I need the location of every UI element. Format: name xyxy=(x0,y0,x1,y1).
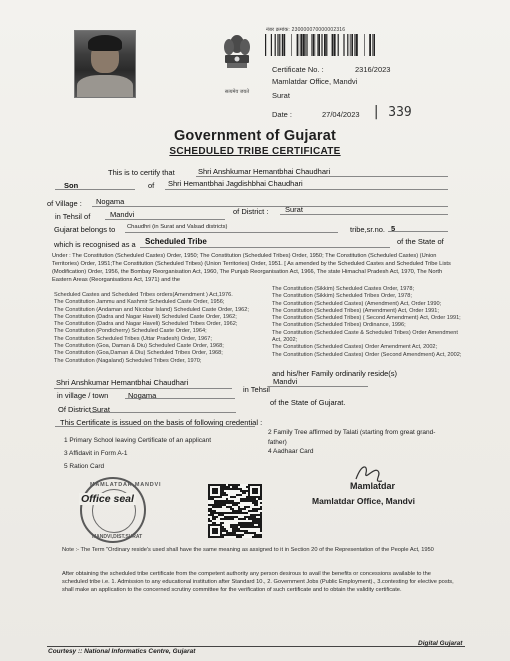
handwritten-number: | 339 xyxy=(372,104,412,120)
of-label: of xyxy=(148,181,155,190)
certify-prefix: This is to certify that xyxy=(108,168,175,177)
list-item: The Constitution (Sikkim) Scheduled Tribes Order, 1978; xyxy=(272,293,412,300)
certificate-no: 2316/2023 xyxy=(355,65,391,74)
issuing-district: Surat xyxy=(272,91,290,100)
certificate-no-label: Certificate No. : xyxy=(272,65,324,74)
list-item: The Constitution (Dadra and Nagar Haveli) Scheduled Tribes Order, 1962; xyxy=(54,321,238,328)
list-item: The Constitution (Scheduled Caste & Scheduled Tribes) Order Amendment Act, 2002; xyxy=(272,329,458,344)
tehsil-value: Mandvi xyxy=(110,210,135,219)
tribe-sr-label: tribe,sr.no. xyxy=(350,225,386,234)
footer-divider xyxy=(47,646,465,647)
village-label: of Village : xyxy=(47,199,82,208)
list-item: The Constitution (Andaman and Nicobar Island) Scheduled Caste Order, 1962; xyxy=(54,306,249,313)
barcode xyxy=(265,34,375,56)
signatory-designation: Mamlatdar xyxy=(350,481,396,491)
office-seal-label: Office seal xyxy=(81,493,134,505)
list-item: The Constitution Jammu and Kashmir Scheduled Caste Order, 1956; xyxy=(54,299,225,306)
list-item: father) xyxy=(268,438,287,446)
note-text: Note :- The Term "Ordinary reside's used shall have the same meaning as assigned to it in Section 20 of the Representation of the People Act, 1950 xyxy=(62,547,434,553)
list-item: The Constitution (Scheduled Tribes) (Amendment) Act, Order 1991; xyxy=(272,307,439,314)
list-item: 4 Aadhaar Card xyxy=(268,448,314,455)
recognised-value: Scheduled Tribe xyxy=(145,237,207,246)
list-item: The Constitution (Scheduled Castes) (Amendment) Act, Order 1990; xyxy=(272,300,442,307)
list-item: The Constitution (Scheduled Castes) Order Amendment Act, 2002; xyxy=(272,344,438,351)
list-item: 1 Primary School leaving Certificate of an applicant xyxy=(64,437,212,444)
district-label: of District : xyxy=(233,207,269,216)
list-item: The Constitution Scheduled Tribes (Uttar Pradesh) Order, 1967; xyxy=(54,335,212,342)
issued-basis-text: This Certificate is issued on the basis of following credential : xyxy=(60,418,263,427)
after-obtaining-text: After obtaining the scheduled tribe certificate from the competent authority any person desirous to avail the benefits or concessions available to the scheduled tribe i.e. 1. Admission to any educational institution after Standard 10., 2. Government Jobs (Public Employment)., 3.contesting for elective posts, shall make an application to the concerned scrutiny committee for the verification of such certificate and to obtain the validity certificate. xyxy=(62,571,454,593)
state-of-label: of the State of xyxy=(397,237,444,246)
reside-name: Shri Anshkumar Hemantbhai Chaudhari xyxy=(56,378,189,387)
tribe-value: Chaudhri (in Surat and Valsad districts) xyxy=(127,224,228,230)
credentials-right-list xyxy=(268,428,458,457)
seal-bottom-text: MANDVI,DIST.SURAT xyxy=(92,534,143,540)
recognised-label: which is recognised as a xyxy=(54,240,136,249)
list-item: Scheduled Castes and Scheduled Tribes orders(Amendment ) Act,1976. xyxy=(54,292,233,298)
relation: Son xyxy=(64,181,79,190)
in-tehsil-value: Mandvi xyxy=(273,377,298,386)
credentials-left-list xyxy=(64,434,254,473)
holder-name: Shri Anshkumar Hemantbhai Chaudhari xyxy=(198,167,331,176)
list-item: 3 Affidavit in Form A-1 xyxy=(64,450,128,457)
footer-courtesy: Courtesy :: National Informatics Centre, Gujarat xyxy=(48,648,196,655)
list-item: The Constitution (Dadra and Nagar Haveli) Scheduled Caste Order, 1962; xyxy=(54,313,237,320)
right-orders-list xyxy=(272,286,462,359)
issuing-office: Mamlatdar Office, Mandvi xyxy=(272,77,358,86)
under-orders-paragraph: Under : The Constitution (Scheduled Castes) Order, 1950; The Constitution (Scheduled Tribes) Order, 1950; The Constitution (Scheduled Castes) (Union Territories) Order, 1951;The Constitution (Scheduled Tribes) (Union Territories) Order, 1951. [ As amended by the Scheduled Castes and Scheduled Tribe Lists (Modification) Order, 1956, the Bombay Reorganisation Act, 1960, The Punjab Reorganisation Act, 1966, The state Himachal Pradesh Act, 1970, The North Eastern Areas (Reorganisations Act, 1971) and the xyxy=(52,253,451,283)
district-value: Surat xyxy=(285,205,303,214)
certificate-title: SCHEDULED TRIBE CERTIFICATE xyxy=(169,146,341,157)
list-item: The Constitution (Sikkim) Scheduled Castes Order, 1978; xyxy=(272,286,415,292)
office-seal-stamp xyxy=(80,477,162,543)
of-district-label: Of District xyxy=(58,405,91,414)
family-reside-text: and his/her Family ordinarily reside(s) xyxy=(272,369,398,378)
footer-digital-gujarat: Digital Gujarat xyxy=(418,640,463,647)
list-item: The Constitution (Scheduled Tribes) ( Second Amendment) Act, Order 1991; xyxy=(272,315,461,322)
state-emblem-icon xyxy=(219,32,255,88)
signatory-office: Mamlatdar Office, Mandvi xyxy=(312,496,415,506)
left-orders-list xyxy=(54,292,269,365)
village-value: Nogama xyxy=(96,197,125,206)
list-item: The Constitution (Goa, Daman & Diu) Scheduled Caste Order, 1968; xyxy=(54,343,224,350)
gujarat-belongs-label: Gujarat belongs to xyxy=(54,225,116,234)
date-label: Date : xyxy=(272,110,293,119)
list-item: The Constitution (Scheduled Castes) Order (Second Amendment) Act, 2002; xyxy=(272,351,462,358)
barcode-number: नंबर क्रमांक: 230000070000002316 xyxy=(266,27,346,33)
father-name: Shri Hemantbhai Jagdishbhai Chaudhari xyxy=(168,179,303,188)
list-item: The Constitution (Scheduled Tribes) Ordinance, 1996; xyxy=(272,322,406,329)
list-item: The Constitution (Nagaland) Scheduled Tribes Order, 1970; xyxy=(54,357,202,364)
list-item: 2 Family Tree affirmed by Talati (starting from great grand- xyxy=(268,429,436,436)
state-of-gujarat: of the State of Gujarat. xyxy=(270,398,346,407)
list-item: The Constitution (Pondicherry) Scheduled Caste Order, 1964; xyxy=(54,328,207,335)
government-title: Government of Gujarat xyxy=(173,128,337,144)
in-tehsil-label: in Tehsil xyxy=(243,385,270,394)
tehsil-label: in Tehsil of xyxy=(55,212,91,221)
of-district-value: Surat xyxy=(92,405,110,414)
seal-top-text: MAMLATDAR,MANDVI xyxy=(90,482,162,488)
list-item: The Constitution (Goa,Daman & Diu) Scheduled Tribes Order, 1968; xyxy=(54,350,223,357)
qr-code xyxy=(208,484,262,538)
in-village-label: in village / town xyxy=(57,391,109,400)
emblem-motto: सत्यमेव जयते xyxy=(224,89,250,95)
date-value: 27/04/2023 xyxy=(322,110,360,119)
tribe-sr-value: 5 xyxy=(391,224,396,233)
in-village-value: Nogama xyxy=(128,391,157,400)
applicant-photo xyxy=(74,30,136,98)
list-item: 5 Ration Card xyxy=(64,463,105,470)
